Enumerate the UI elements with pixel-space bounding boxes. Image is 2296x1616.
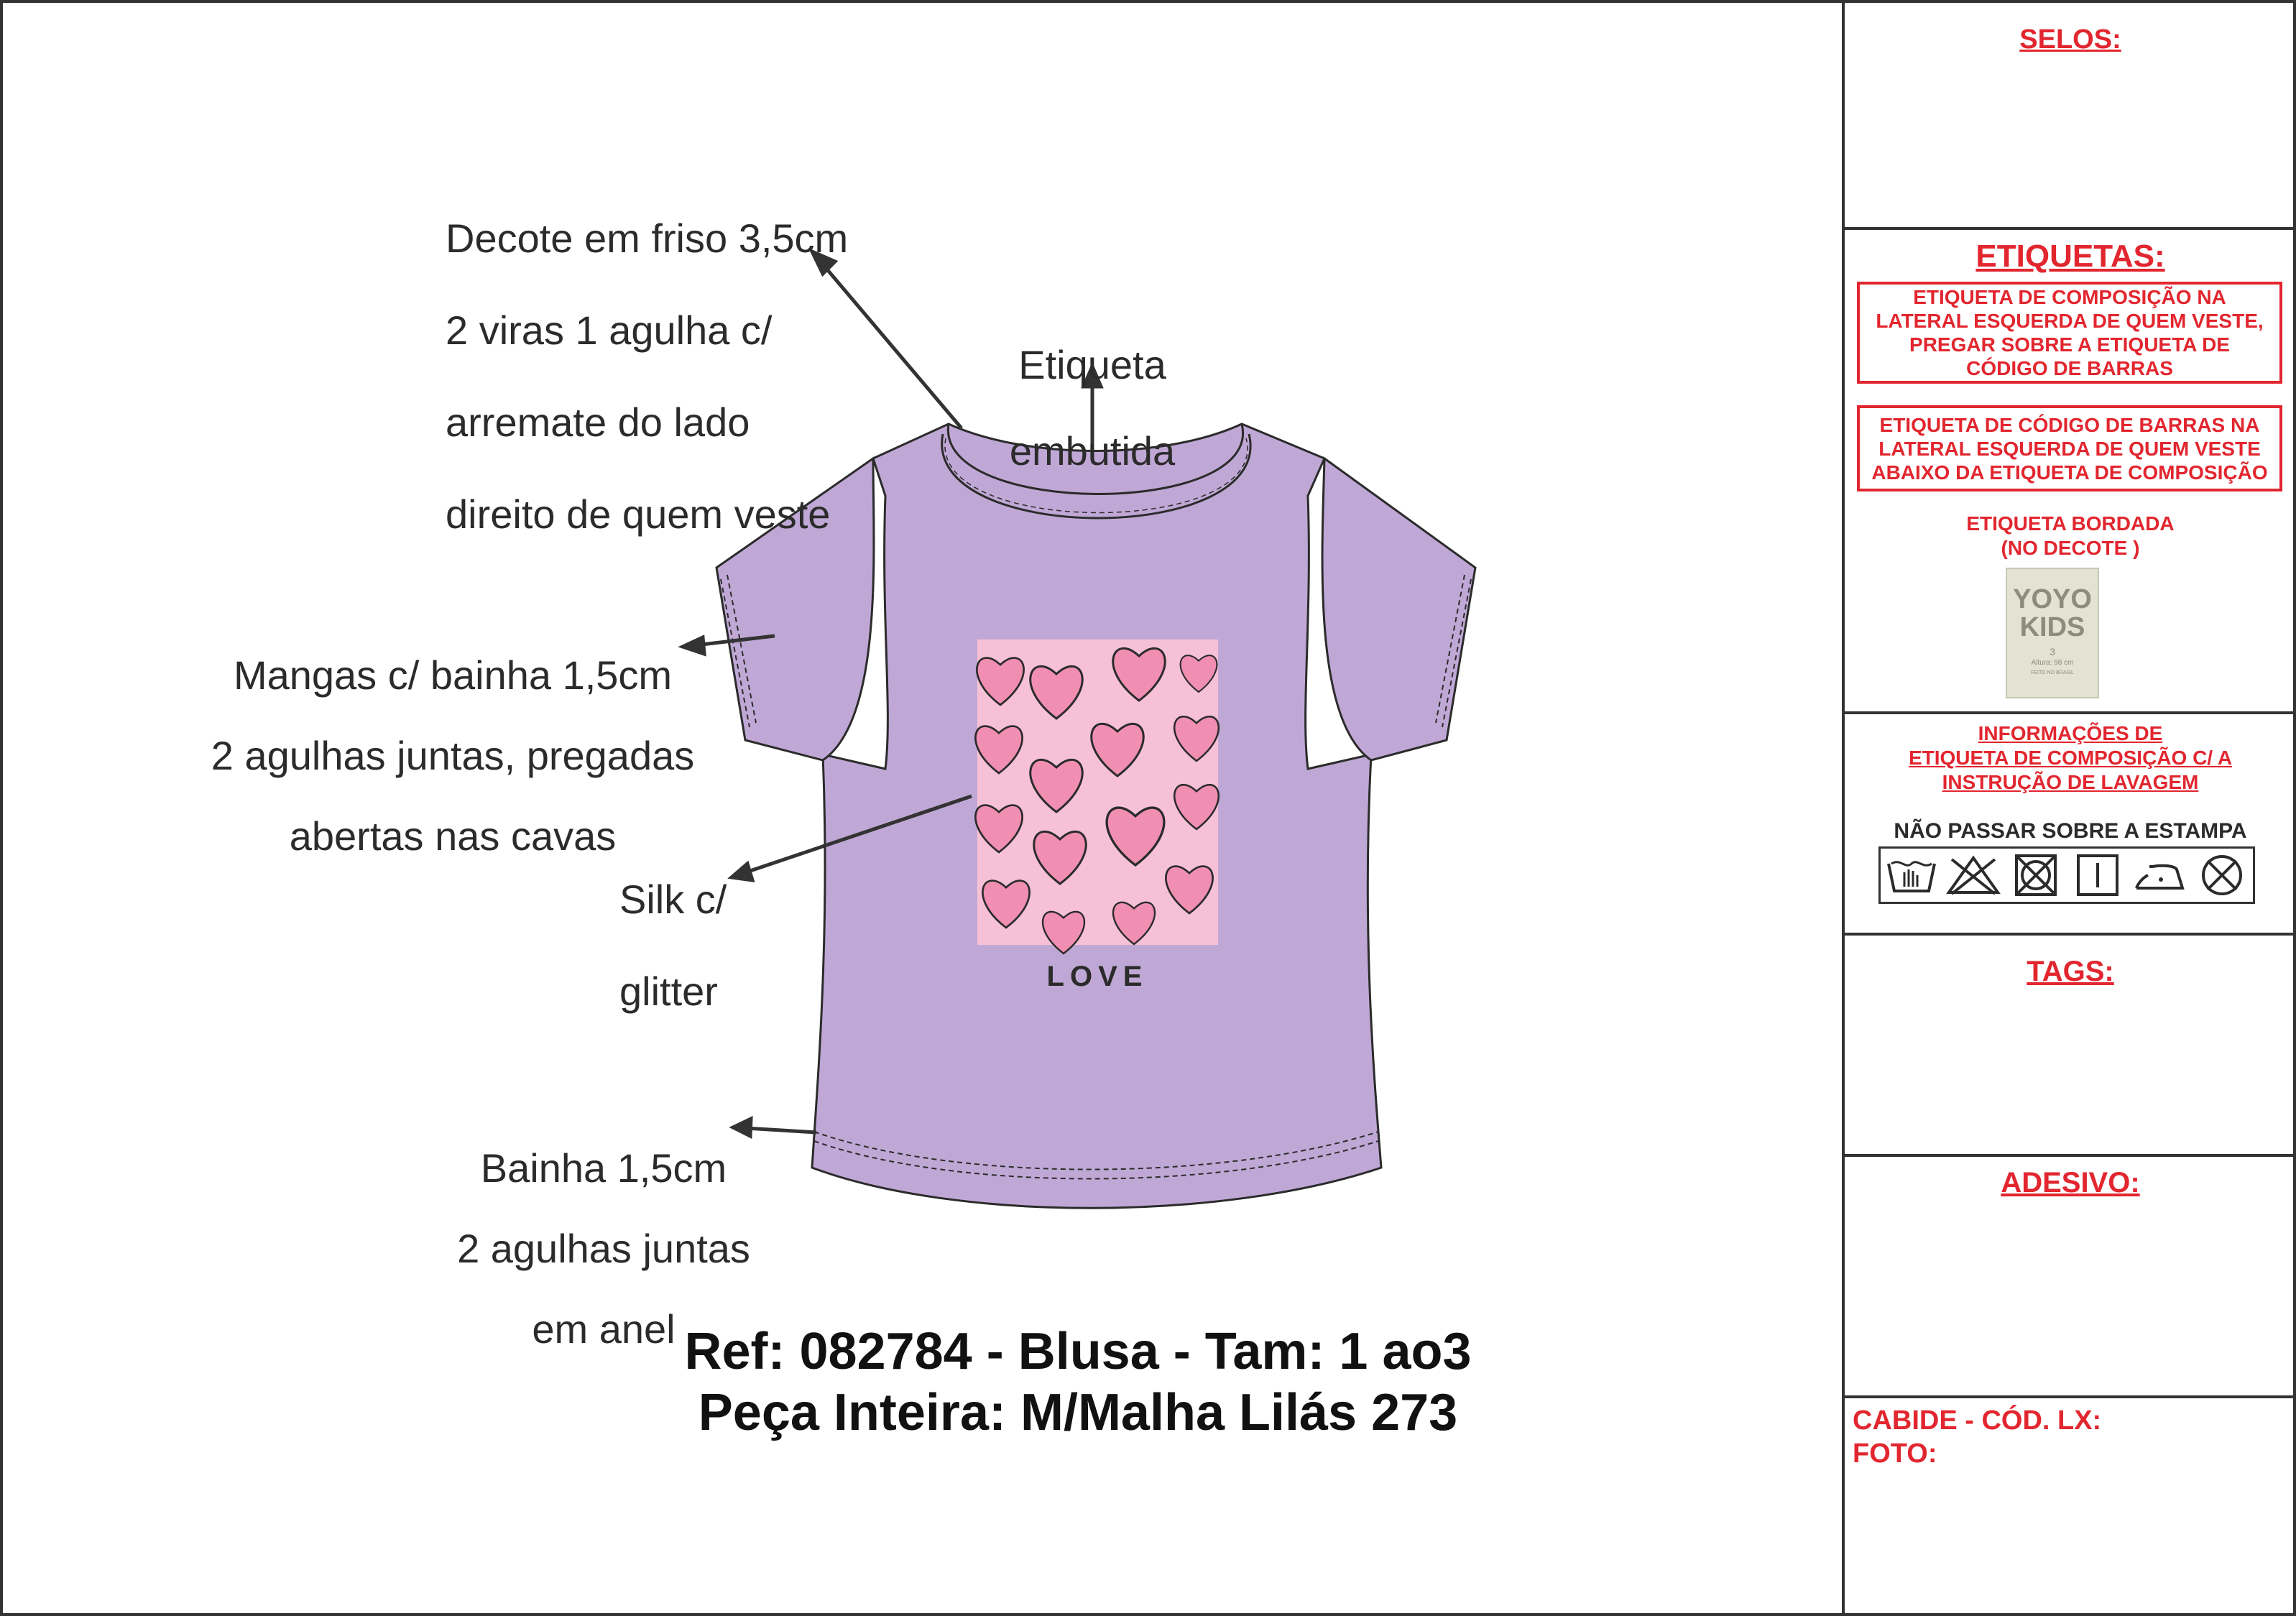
adesivo-title: ADESIVO: xyxy=(2001,1167,2140,1199)
do-not-dry-clean-icon xyxy=(2191,849,2253,902)
neckline-note-line: 2 viras 1 agulha c/ xyxy=(446,308,773,353)
print-note xyxy=(619,831,727,1061)
etiquetas-title: ETIQUETAS: xyxy=(1975,239,2165,274)
love-text: LOVE xyxy=(1046,961,1148,992)
brand-label-origin: FEITO NO BRASIL xyxy=(2031,670,2074,675)
care-info-line: INSTRUÇÃO DE LAVAGEM xyxy=(1942,771,2199,793)
heart-print xyxy=(975,640,1218,992)
care-warning: NÃO PASSAR SOBRE A ESTAMPA xyxy=(1894,819,2247,843)
barcode-label-box: ETIQUETA DE CÓDIGO DE BARRAS NA LATERAL ESQUERDA DE QUEM VESTE ABAIXO DA ETIQUETA DE COMPOSIÇÃO xyxy=(1857,405,2282,491)
neckline-note xyxy=(446,170,848,583)
print-arrowhead xyxy=(732,864,752,880)
sleeves-note-line: abertas nas cavas xyxy=(289,813,617,859)
neckline-note-line: arremate do lado xyxy=(446,400,750,445)
section-divider xyxy=(1842,1395,2296,1398)
do-not-bleach-icon xyxy=(1942,849,2004,902)
label-note xyxy=(977,300,1207,516)
iron-low-icon xyxy=(2129,849,2190,902)
section-divider xyxy=(1842,933,2296,936)
care-info-line: INFORMAÇÕES DE xyxy=(1978,722,2163,744)
embroidered-label-title xyxy=(1845,512,2296,560)
do-not-tumble-dry-icon xyxy=(2005,849,2067,902)
care-info-line: ETIQUETA DE COMPOSIÇÃO C/ A xyxy=(1908,747,2233,769)
section-divider xyxy=(1842,227,2296,230)
section-divider xyxy=(1842,1154,2296,1157)
neckline-note-line: Decote em friso 3,5cm xyxy=(446,216,849,261)
hand-wash-icon xyxy=(1881,849,1942,902)
neckline-note-line: direito de quem veste xyxy=(446,491,831,537)
care-symbols-row xyxy=(1878,846,2255,904)
composition-label-box: ETIQUETA DE COMPOSIÇÃO NA LATERAL ESQUERDA DE QUEM VESTE, PREGAR SOBRE A ETIQUETA DE CÓDIGO DE BARRAS xyxy=(1857,282,2282,384)
print-note-line: glitter xyxy=(619,969,718,1014)
section-divider xyxy=(1842,711,2296,714)
line-dry-icon xyxy=(2067,849,2129,902)
hem-note-line: Bainha 1,5cm xyxy=(480,1145,727,1191)
cabide-code: CABIDE - CÓD. LX: xyxy=(1853,1405,2102,1436)
embroidered-label-line: ETIQUETA BORDADA xyxy=(1966,512,2175,535)
sleeves-note-line: Mangas c/ bainha 1,5cm xyxy=(233,652,673,698)
care-info-title xyxy=(1845,721,2296,795)
hem-note-line: 2 agulhas juntas xyxy=(457,1226,750,1271)
selos-title: SELOS: xyxy=(2019,24,2121,55)
brand-label-height: Altura: 98 cm xyxy=(2031,659,2074,667)
brand-label-size: 3 xyxy=(2050,646,2055,657)
brand-label-patch xyxy=(2006,568,2099,698)
brand-name: YOYO xyxy=(2013,584,2092,614)
embroidered-label-line: (NO DECOTE ) xyxy=(2001,537,2140,559)
reference-line: Ref: 082784 - Blusa - Tam: 1 ao3 xyxy=(684,1323,1472,1380)
hem-note-line: em anel xyxy=(532,1306,676,1352)
brand-name: KIDS xyxy=(2019,612,2085,642)
fabric-line: Peça Inteira: M/Malha Lilás 273 xyxy=(698,1384,1458,1441)
print-note-line: Silk c/ xyxy=(619,877,727,922)
label-note-line: embutida xyxy=(1009,428,1176,474)
sleeves-note-line: 2 agulhas juntas, pregadas xyxy=(211,733,695,778)
foto-label: FOTO: xyxy=(1853,1439,1937,1469)
label-note-line: Etiqueta xyxy=(1018,342,1166,387)
tags-title: TAGS: xyxy=(2027,956,2114,987)
